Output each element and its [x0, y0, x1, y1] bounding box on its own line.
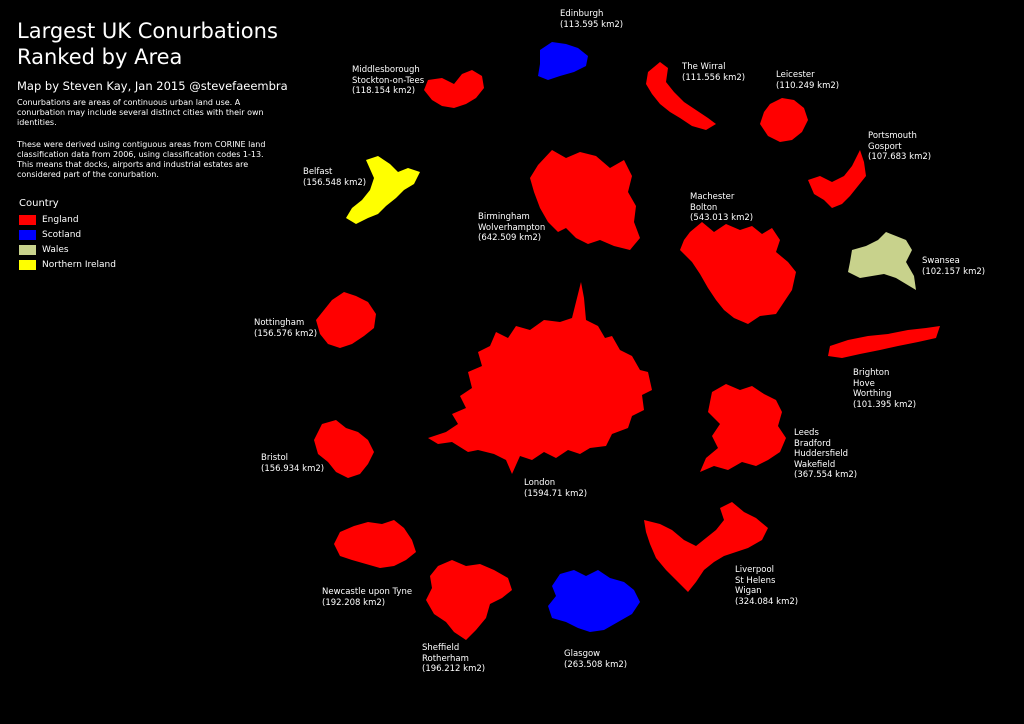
label-area: (101.395 km2) [853, 399, 917, 410]
legend-swatch-england [19, 215, 36, 225]
label-name: London [524, 478, 556, 488]
label-name: Middlesborough [352, 65, 420, 75]
label-area: (110.249 km2) [776, 80, 840, 91]
label-name: Huddersfield [794, 449, 849, 459]
label-portsmouth [868, 131, 931, 163]
shape-brighton [828, 326, 940, 358]
label-name: Portsmouth [868, 131, 917, 141]
label-name: Brighton [853, 368, 890, 378]
label-name: St Helens [735, 575, 776, 586]
legend-item-england [19, 212, 116, 227]
label-name: Nottingham [254, 318, 305, 328]
label-name: Wigan [735, 586, 762, 596]
legend-label-wales: Wales [42, 244, 69, 255]
label-name: Belfast [303, 167, 333, 177]
label-name: Worthing [853, 389, 892, 399]
shape-birmingham [530, 150, 640, 250]
label-name: Bradford [794, 438, 831, 449]
title-line-2: Ranked by Area [17, 45, 183, 69]
page-title [17, 18, 278, 70]
shape-swansea [848, 232, 916, 290]
label-name: Rotherham [422, 653, 469, 664]
label-wirral [682, 62, 745, 83]
label-name: Gosport [868, 141, 902, 152]
label-liverpool [735, 565, 798, 607]
shape-glasgow [548, 570, 640, 632]
label-name: Newcastle upon Tyne [322, 587, 413, 597]
label-area: (156.548 km2) [303, 177, 367, 188]
shape-leeds [700, 384, 786, 472]
label-name: The Wirral [682, 62, 726, 72]
label-area: (543.013 km2) [690, 213, 754, 223]
label-name: Glasgow [564, 649, 601, 659]
label-name: Hove [853, 378, 875, 389]
legend-item-northern-ireland [19, 257, 116, 272]
label-area: (367.554 km2) [794, 470, 858, 480]
label-manchester [690, 192, 753, 224]
label-nottingham [254, 318, 317, 339]
label-name: Birmingham [478, 212, 530, 222]
label-area: (118.154 km2) [352, 86, 416, 96]
label-newcastle [322, 587, 412, 608]
label-name: Liverpool [735, 565, 775, 575]
description-p2: These were derived using contiguous areas from CORINE land classification data from 2006, using classification codes 1-13. This means that docks, airports and industrial estates are considered part of the conurbation. [17, 140, 266, 179]
label-area: (156.934 km2) [261, 463, 325, 474]
label-area: (642.509 km2) [478, 233, 542, 243]
shape-leicester [760, 98, 808, 142]
label-edinburgh [560, 9, 623, 30]
label-london [524, 478, 587, 499]
label-area: (192.208 km2) [322, 597, 386, 608]
label-name: Swansea [922, 256, 960, 266]
label-name: Leicester [776, 70, 815, 80]
label-area: (107.683 km2) [868, 152, 932, 162]
label-name: Machester [690, 192, 735, 202]
label-area: (1594.71 km2) [524, 488, 588, 499]
label-area: (196.212 km2) [422, 664, 486, 674]
legend-title: Country [19, 198, 59, 209]
label-birmingham [478, 212, 545, 244]
legend-swatch-scotland [19, 230, 36, 240]
legend-swatch-wales [19, 245, 36, 255]
label-area: (113.595 km2) [560, 19, 624, 30]
byline: Map by Steven Kay, Jan 2015 @stevefaeembra [17, 79, 288, 93]
label-belfast [303, 167, 366, 188]
label-area: (111.556 km2) [682, 72, 746, 83]
label-area: (263.508 km2) [564, 659, 628, 670]
label-sheffield [422, 643, 485, 675]
label-name: Leeds [794, 428, 819, 438]
label-name: Bristol [261, 453, 289, 463]
shape-middlesborough [424, 70, 484, 108]
shape-nottingham [316, 292, 376, 348]
label-middlesborough [352, 65, 424, 97]
label-bristol [261, 453, 324, 474]
label-leicester [776, 70, 839, 91]
label-area: (102.157 km2) [922, 266, 986, 277]
shape-manchester [680, 222, 796, 324]
label-swansea [922, 256, 985, 277]
shape-portsmouth [808, 150, 866, 208]
label-name: Wakefield [794, 459, 836, 470]
label-brighton [853, 368, 916, 410]
label-leeds [794, 428, 857, 481]
label-name: Bolton [690, 202, 718, 213]
shape-edinburgh [538, 42, 588, 80]
label-name: Edinburgh [560, 9, 604, 19]
shape-newcastle [334, 520, 416, 568]
label-area: (324.084 km2) [735, 596, 799, 607]
legend-item-wales [19, 242, 116, 257]
label-name: Wolverhampton [478, 222, 546, 233]
legend-item-scotland [19, 227, 116, 242]
title-line-1: Largest UK Conurbations [17, 19, 278, 43]
legend-swatch-northern-ireland [19, 260, 36, 270]
label-area: (156.576 km2) [254, 328, 318, 339]
legend-label-scotland: Scotland [42, 229, 82, 240]
label-name: Stockton-on-Tees [352, 75, 425, 86]
label-name: Sheffield [422, 643, 460, 653]
shape-london [428, 282, 652, 474]
legend-label-northern-ireland: Northern Ireland [42, 259, 116, 270]
label-glasgow [564, 649, 627, 670]
description-p1: Conurbations are areas of continuous urban land use. A conurbation may include several distinct cities with their own identities. [17, 98, 264, 127]
shape-sheffield [426, 560, 512, 640]
legend [19, 198, 116, 272]
legend-label-england: England [42, 214, 79, 225]
